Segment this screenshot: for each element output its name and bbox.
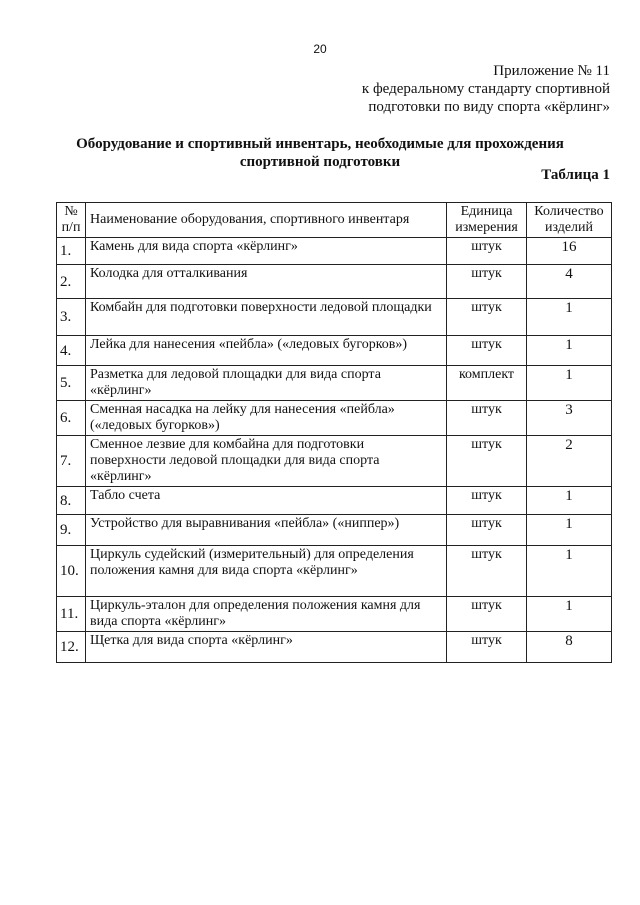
- row-unit: штук: [447, 265, 527, 299]
- row-quantity: 8: [527, 632, 612, 663]
- row-name: Разметка для ледовой площадки для вида спорта «кёрлинг»: [86, 366, 447, 401]
- table-row: [57, 436, 612, 487]
- row-name: Сменная насадка на лейку для нанесения «пейбла» («ледовых бугорков»): [86, 401, 447, 436]
- row-name: Циркуль-эталон для определения положения камня для вида спорта «кёрлинг»: [86, 597, 447, 632]
- table-row: [57, 366, 612, 401]
- title-line-2: спортивной подготовки: [239, 154, 401, 170]
- header-unit: [447, 203, 527, 238]
- row-quantity: 1: [527, 515, 612, 546]
- row-quantity: 1: [527, 546, 612, 597]
- header-quantity-line-2: изделий: [544, 220, 594, 235]
- table-label: Таблица 1: [541, 167, 610, 183]
- row-number: 3.: [57, 299, 86, 336]
- row-quantity: 1: [527, 366, 612, 401]
- row-name: Табло счета: [86, 487, 447, 515]
- table-row: [57, 515, 612, 546]
- row-unit: штук: [447, 632, 527, 663]
- table-row: [57, 546, 612, 597]
- header-number-line-2: п/п: [61, 220, 81, 235]
- header-unit-line-1: Единица: [460, 204, 513, 219]
- row-quantity: 4: [527, 265, 612, 299]
- row-number: 8.: [57, 487, 86, 515]
- header-number: [57, 203, 86, 238]
- row-quantity: 1: [527, 336, 612, 366]
- row-number: 12.: [57, 632, 86, 663]
- row-name: Комбайн для подготовки поверхности ледовой площадки: [86, 299, 447, 336]
- table-row: [57, 265, 612, 299]
- table-row: [57, 336, 612, 366]
- row-number: 2.: [57, 265, 86, 299]
- row-name: Сменное лезвие для комбайна для подготовки поверхности ледовой площадки для вида спорта «кёрлинг»: [86, 436, 447, 487]
- table-row: [57, 401, 612, 436]
- row-unit: штук: [447, 546, 527, 597]
- row-name: Циркуль судейский (измерительный) для определения положения камня для вида спорта «кёрлинг»: [86, 546, 447, 597]
- row-quantity: 16: [527, 238, 612, 265]
- row-unit: штук: [447, 487, 527, 515]
- row-number: 9.: [57, 515, 86, 546]
- row-quantity: 1: [527, 299, 612, 336]
- page-number: 20: [313, 42, 327, 56]
- table-row: [57, 299, 612, 336]
- row-number: 1.: [57, 238, 86, 265]
- row-number: 4.: [57, 336, 86, 366]
- row-number: 10.: [57, 546, 86, 597]
- row-name: Лейка для нанесения «пейбла» («ледовых бугорков»): [86, 336, 447, 366]
- row-name: Камень для вида спорта «кёрлинг»: [86, 238, 447, 265]
- row-quantity: 1: [527, 487, 612, 515]
- row-unit: штук: [447, 336, 527, 366]
- row-unit: штук: [447, 515, 527, 546]
- row-quantity: 3: [527, 401, 612, 436]
- row-quantity: 1: [527, 597, 612, 632]
- equipment-table: [56, 202, 612, 663]
- table-row: [57, 632, 612, 663]
- header-unit-line-2: измерения: [455, 220, 518, 235]
- header-quantity: [527, 203, 612, 238]
- table-row: [57, 487, 612, 515]
- table-row: [57, 238, 612, 265]
- title-line-1: Оборудование и спортивный инвентарь, необходимые для прохождения: [76, 136, 564, 152]
- appendix-header: [362, 62, 610, 116]
- row-unit: штук: [447, 238, 527, 265]
- table-body: [57, 238, 612, 663]
- row-number: 6.: [57, 401, 86, 436]
- header-number-line-1: №: [64, 204, 78, 219]
- table-header-row: [57, 203, 612, 238]
- document-title: [40, 135, 600, 171]
- header-quantity-line-1: Количество: [534, 204, 604, 219]
- row-name: Щетка для вида спорта «кёрлинг»: [86, 632, 447, 663]
- row-quantity: 2: [527, 436, 612, 487]
- appendix-line-1: Приложение № 11: [493, 63, 610, 79]
- appendix-line-3: подготовки по виду спорта «кёрлинг»: [368, 99, 610, 115]
- appendix-line-2: к федеральному стандарту спортивной: [361, 81, 610, 97]
- row-unit: штук: [447, 299, 527, 336]
- row-number: 11.: [57, 597, 86, 632]
- row-number: 7.: [57, 436, 86, 487]
- row-number: 5.: [57, 366, 86, 401]
- row-name: Устройство для выравнивания «пейбла» («ниппер»): [86, 515, 447, 546]
- row-unit: штук: [447, 436, 527, 487]
- row-unit: штук: [447, 597, 527, 632]
- row-unit: штук: [447, 401, 527, 436]
- header-name: Наименование оборудования, спортивного инвентаря: [86, 203, 447, 238]
- row-name: Колодка для отталкивания: [86, 265, 447, 299]
- table-row: [57, 597, 612, 632]
- row-unit: комплект: [447, 366, 527, 401]
